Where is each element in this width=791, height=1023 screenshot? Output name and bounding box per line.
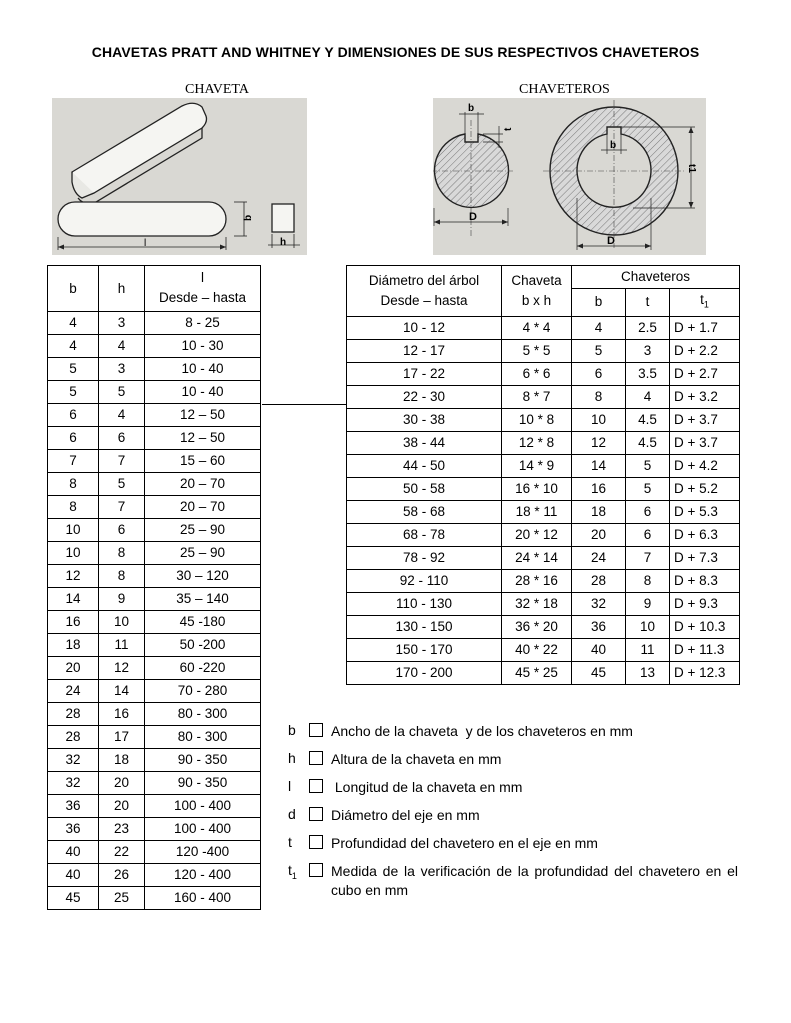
cell-l: 10 - 30 xyxy=(145,335,261,358)
cell-l: 12 – 50 xyxy=(145,404,261,427)
table-row xyxy=(347,339,740,362)
legend-item xyxy=(288,862,742,902)
connector-line xyxy=(262,404,347,405)
cell-t1: D + 4.2 xyxy=(670,454,740,477)
cell-h: 7 xyxy=(99,450,145,473)
cell-t1: D + 2.2 xyxy=(670,339,740,362)
legend-text: Longitud de la chaveta en mm xyxy=(331,779,523,795)
cell-chaveta: 24 * 14 xyxy=(502,546,572,569)
key-dimensions-body xyxy=(48,312,261,910)
cell-t: 4 xyxy=(626,385,670,408)
keyseat-dimensions-body xyxy=(347,316,740,684)
cell-b: 18 xyxy=(572,500,626,523)
cell-l: 100 - 400 xyxy=(145,795,261,818)
cell-b: 7 xyxy=(48,450,99,473)
cell-t: 3.5 xyxy=(626,362,670,385)
cell-l: 80 - 300 xyxy=(145,726,261,749)
cell-chaveta: 40 * 22 xyxy=(502,638,572,661)
cell-h: 20 xyxy=(99,795,145,818)
table-row xyxy=(48,749,261,772)
cell-b: 10 xyxy=(572,408,626,431)
cell-h: 6 xyxy=(99,519,145,542)
cell-b: 4 xyxy=(48,335,99,358)
legend-symbol xyxy=(288,750,296,766)
cell-t: 13 xyxy=(626,661,670,684)
cell-h: 18 xyxy=(99,749,145,772)
cell-l: 20 – 70 xyxy=(145,496,261,519)
table-row xyxy=(347,477,740,500)
cell-chaveta: 10 * 8 xyxy=(502,408,572,431)
header-diameter xyxy=(347,266,502,317)
cell-b: 28 xyxy=(572,569,626,592)
table-row xyxy=(48,795,261,818)
cell-h: 7 xyxy=(99,496,145,519)
cell-b: 8 xyxy=(48,496,99,519)
legend-text: Altura de la chaveta en mm xyxy=(331,751,502,767)
header-keyseat-t: t xyxy=(626,289,670,317)
cell-chaveta: 45 * 25 xyxy=(502,661,572,684)
cell-t1: D + 5.2 xyxy=(670,477,740,500)
legend-symbol xyxy=(288,806,296,822)
cell-l: 120 -400 xyxy=(145,841,261,864)
key-3d-view xyxy=(72,103,207,203)
table-row xyxy=(347,385,740,408)
header-t1-sub: 1 xyxy=(703,299,709,310)
shaft-label-D: D xyxy=(469,211,477,223)
cell-b: 32 xyxy=(572,592,626,615)
chaveta-caption: CHAVETA xyxy=(185,82,249,97)
cell-b: 36 xyxy=(572,615,626,638)
cell-t1: D + 8.3 xyxy=(670,569,740,592)
cell-b: 36 xyxy=(48,795,99,818)
cell-t: 10 xyxy=(626,615,670,638)
checkbox-icon xyxy=(309,779,323,793)
cell-l: 90 - 350 xyxy=(145,749,261,772)
legend-item xyxy=(288,834,738,862)
legend-symbol xyxy=(288,722,296,738)
label-h: h xyxy=(280,237,287,248)
shaft-section xyxy=(433,103,514,238)
cell-l: 45 -180 xyxy=(145,611,261,634)
legend-symbol-base: t xyxy=(288,834,292,850)
table-row xyxy=(48,864,261,887)
cell-t1: D + 12.3 xyxy=(670,661,740,684)
cell-h: 11 xyxy=(99,634,145,657)
table-row xyxy=(347,316,740,339)
cell-chaveta: 20 * 12 xyxy=(502,523,572,546)
table-row xyxy=(347,592,740,615)
cell-b: 18 xyxy=(48,634,99,657)
table-row xyxy=(48,404,261,427)
shaft-label-t: t xyxy=(503,127,514,131)
header-diameter-range: Desde – hasta xyxy=(380,292,468,308)
table-row xyxy=(347,454,740,477)
label-l: l xyxy=(144,238,147,249)
cell-t: 2.5 xyxy=(626,316,670,339)
table-row xyxy=(347,523,740,546)
cell-b: 6 xyxy=(48,427,99,450)
cell-b: 20 xyxy=(48,657,99,680)
cell-diameter: 78 - 92 xyxy=(347,546,502,569)
legend-text: Ancho de la chaveta y de los chaveteros en mm xyxy=(331,723,633,739)
legend xyxy=(288,722,742,902)
table-row xyxy=(48,657,261,680)
cell-b: 6 xyxy=(572,362,626,385)
cell-b: 12 xyxy=(572,431,626,454)
table-row xyxy=(48,818,261,841)
cell-t1: D + 5.3 xyxy=(670,500,740,523)
keyseat-drawing-svg xyxy=(433,98,706,255)
cell-h: 3 xyxy=(99,358,145,381)
cell-l: 100 - 400 xyxy=(145,818,261,841)
cell-diameter: 170 - 200 xyxy=(347,661,502,684)
hub-label-D: D xyxy=(607,235,615,247)
key-plan-view xyxy=(58,202,226,236)
cell-b: 28 xyxy=(48,726,99,749)
cell-h: 6 xyxy=(99,427,145,450)
table-row xyxy=(48,473,261,496)
cell-t: 9 xyxy=(626,592,670,615)
legend-text: Diámetro del eje en mm xyxy=(331,807,480,823)
cell-h: 8 xyxy=(99,565,145,588)
table-row xyxy=(48,726,261,749)
table-row xyxy=(48,450,261,473)
keyseat-drawing xyxy=(433,98,706,255)
page-title: CHAVETAS PRATT AND WHITNEY Y DIMENSIONES DE SUS RESPECTIVOS CHAVETEROS xyxy=(91,44,700,60)
cell-t1: D + 1.7 xyxy=(670,316,740,339)
header-chaveta xyxy=(502,266,572,317)
cell-chaveta: 14 * 9 xyxy=(502,454,572,477)
cell-h: 17 xyxy=(99,726,145,749)
cell-diameter: 12 - 17 xyxy=(347,339,502,362)
cell-b: 40 xyxy=(572,638,626,661)
table-row xyxy=(347,661,740,684)
legend-item xyxy=(288,778,738,806)
cell-b: 16 xyxy=(572,477,626,500)
table-row xyxy=(48,887,261,910)
cell-b: 40 xyxy=(48,841,99,864)
cell-t: 5 xyxy=(626,477,670,500)
cell-l: 20 – 70 xyxy=(145,473,261,496)
cell-l: 25 – 90 xyxy=(145,542,261,565)
shaft-label-b: b xyxy=(468,103,475,114)
cell-l: 60 -220 xyxy=(145,657,261,680)
cell-l: 50 -200 xyxy=(145,634,261,657)
cell-b: 5 xyxy=(48,358,99,381)
cell-b: 24 xyxy=(48,680,99,703)
cell-b: 32 xyxy=(48,772,99,795)
table-row xyxy=(48,542,261,565)
table-row xyxy=(48,519,261,542)
checkbox-icon xyxy=(309,835,323,849)
legend-symbol xyxy=(288,778,291,794)
cell-h: 10 xyxy=(99,611,145,634)
legend-item xyxy=(288,750,738,778)
cell-chaveta: 32 * 18 xyxy=(502,592,572,615)
cell-t1: D + 3.7 xyxy=(670,431,740,454)
table-row xyxy=(48,588,261,611)
cell-t: 6 xyxy=(626,523,670,546)
cell-t1: D + 3.2 xyxy=(670,385,740,408)
cell-h: 26 xyxy=(99,864,145,887)
legend-symbol-sub: 1 xyxy=(291,870,297,881)
cell-diameter: 38 - 44 xyxy=(347,431,502,454)
cell-chaveta: 5 * 5 xyxy=(502,339,572,362)
cell-t1: D + 10.3 xyxy=(670,615,740,638)
cell-t: 4.5 xyxy=(626,431,670,454)
cell-l: 10 - 40 xyxy=(145,358,261,381)
cell-b: 10 xyxy=(48,542,99,565)
cell-diameter: 17 - 22 xyxy=(347,362,502,385)
cell-h: 9 xyxy=(99,588,145,611)
header-b: b xyxy=(48,266,99,312)
cell-t1: D + 3.7 xyxy=(670,408,740,431)
legend-symbol-base: d xyxy=(288,806,296,822)
cell-l: 15 – 60 xyxy=(145,450,261,473)
cell-chaveta: 6 * 6 xyxy=(502,362,572,385)
header-h: h xyxy=(99,266,145,312)
cell-diameter: 50 - 58 xyxy=(347,477,502,500)
cell-b: 12 xyxy=(48,565,99,588)
legend-symbol-base: t xyxy=(288,862,292,878)
cell-h: 16 xyxy=(99,703,145,726)
cell-diameter: 58 - 68 xyxy=(347,500,502,523)
label-b: b xyxy=(243,214,254,221)
cell-l: 8 - 25 xyxy=(145,312,261,335)
cell-diameter: 130 - 150 xyxy=(347,615,502,638)
cell-t: 7 xyxy=(626,546,670,569)
cell-diameter: 150 - 170 xyxy=(347,638,502,661)
cell-b: 24 xyxy=(572,546,626,569)
cell-b: 14 xyxy=(48,588,99,611)
header-chaveta-bxh: b x h xyxy=(521,292,552,308)
cell-h: 3 xyxy=(99,312,145,335)
cell-t1: D + 2.7 xyxy=(670,362,740,385)
cell-t: 3 xyxy=(626,339,670,362)
cell-l: 35 – 140 xyxy=(145,588,261,611)
table-row xyxy=(347,615,740,638)
table-row xyxy=(48,427,261,450)
table-row xyxy=(48,358,261,381)
cell-diameter: 22 - 30 xyxy=(347,385,502,408)
cell-l: 160 - 400 xyxy=(145,887,261,910)
table-row xyxy=(347,500,740,523)
cell-l: 10 - 40 xyxy=(145,381,261,404)
table-row xyxy=(48,703,261,726)
legend-symbol-base: b xyxy=(288,722,296,738)
legend-item xyxy=(288,806,738,834)
legend-text: Profundidad del chavetero en el eje en mm xyxy=(331,835,598,851)
cell-b: 8 xyxy=(572,385,626,408)
cell-b: 10 xyxy=(48,519,99,542)
legend-symbol xyxy=(288,862,297,881)
table-row xyxy=(48,565,261,588)
cell-t: 11 xyxy=(626,638,670,661)
cell-l: 120 - 400 xyxy=(145,864,261,887)
legend-symbol-base: h xyxy=(288,750,296,766)
legend-symbol-base: l xyxy=(288,778,292,794)
cell-diameter: 44 - 50 xyxy=(347,454,502,477)
cell-l: 80 - 300 xyxy=(145,703,261,726)
table-row xyxy=(347,638,740,661)
table-row xyxy=(48,634,261,657)
cell-b: 16 xyxy=(48,611,99,634)
cell-t1: D + 9.3 xyxy=(670,592,740,615)
cell-l: 30 – 120 xyxy=(145,565,261,588)
cell-t1: D + 6.3 xyxy=(670,523,740,546)
cell-b: 4 xyxy=(48,312,99,335)
cell-chaveta: 18 * 11 xyxy=(502,500,572,523)
table-row xyxy=(48,381,261,404)
cell-b: 36 xyxy=(48,818,99,841)
table-row xyxy=(347,546,740,569)
table-row xyxy=(48,312,261,335)
checkbox-icon xyxy=(309,723,323,737)
cell-h: 4 xyxy=(99,404,145,427)
cell-h: 22 xyxy=(99,841,145,864)
checkbox-icon xyxy=(309,807,323,821)
cell-b: 45 xyxy=(572,661,626,684)
cell-b: 28 xyxy=(48,703,99,726)
cell-h: 14 xyxy=(99,680,145,703)
cell-h: 5 xyxy=(99,473,145,496)
cell-chaveta: 16 * 10 xyxy=(502,477,572,500)
header-keyseat-b: b xyxy=(572,289,626,317)
cell-h: 20 xyxy=(99,772,145,795)
cell-chaveta: 4 * 4 xyxy=(502,316,572,339)
table-row xyxy=(48,611,261,634)
cell-l: 25 – 90 xyxy=(145,519,261,542)
header-diameter-title: Diámetro del árbol xyxy=(368,272,480,288)
cell-b: 8 xyxy=(48,473,99,496)
table-row xyxy=(48,680,261,703)
cell-diameter: 10 - 12 xyxy=(347,316,502,339)
cell-l: 70 - 280 xyxy=(145,680,261,703)
cell-t1: D + 11.3 xyxy=(670,638,740,661)
cell-l: 90 - 350 xyxy=(145,772,261,795)
cell-b: 45 xyxy=(48,887,99,910)
cell-b: 5 xyxy=(572,339,626,362)
checkbox-icon xyxy=(309,751,323,765)
key-section-view xyxy=(272,204,294,232)
header-l xyxy=(145,266,261,312)
cell-b: 32 xyxy=(48,749,99,772)
table-row xyxy=(48,772,261,795)
legend-symbol xyxy=(288,834,292,850)
table-row xyxy=(48,335,261,358)
cell-t: 8 xyxy=(626,569,670,592)
legend-item xyxy=(288,722,738,750)
cell-t: 6 xyxy=(626,500,670,523)
header-l-title: l xyxy=(201,270,204,285)
cell-diameter: 110 - 130 xyxy=(347,592,502,615)
hub-label-t1: t1 xyxy=(686,164,697,173)
cell-h: 25 xyxy=(99,887,145,910)
cell-t: 4.5 xyxy=(626,408,670,431)
cell-b: 6 xyxy=(48,404,99,427)
table-row xyxy=(48,841,261,864)
header-keyseat-t1 xyxy=(670,289,740,317)
cell-h: 4 xyxy=(99,335,145,358)
header-t1-base: t xyxy=(700,292,704,307)
cell-t1: D + 7.3 xyxy=(670,546,740,569)
cell-b: 4 xyxy=(572,316,626,339)
cell-t: 5 xyxy=(626,454,670,477)
cell-h: 23 xyxy=(99,818,145,841)
table-row xyxy=(347,431,740,454)
table-row xyxy=(347,362,740,385)
cell-chaveta: 8 * 7 xyxy=(502,385,572,408)
keyseat-dimensions-table xyxy=(346,265,740,685)
header-l-range: Desde – hasta xyxy=(158,290,247,305)
checkbox-icon xyxy=(309,863,323,877)
cell-diameter: 30 - 38 xyxy=(347,408,502,431)
cell-chaveta: 28 * 16 xyxy=(502,569,572,592)
header-chaveteros: Chaveteros xyxy=(572,266,740,289)
hub-section xyxy=(543,100,697,250)
table-row xyxy=(347,569,740,592)
cell-b: 5 xyxy=(48,381,99,404)
hub-label-b: b xyxy=(610,140,617,151)
header-chaveta-title: Chaveta xyxy=(511,272,562,288)
table-row xyxy=(347,408,740,431)
cell-b: 40 xyxy=(48,864,99,887)
table-row xyxy=(48,496,261,519)
cell-h: 8 xyxy=(99,542,145,565)
cell-l: 12 – 50 xyxy=(145,427,261,450)
key-dimensions-table xyxy=(47,265,261,910)
chaveteros-caption: CHAVETEROS xyxy=(519,82,610,97)
key-drawing xyxy=(52,98,307,255)
cell-chaveta: 36 * 20 xyxy=(502,615,572,638)
cell-b: 14 xyxy=(572,454,626,477)
key-drawing-svg xyxy=(52,98,307,255)
cell-diameter: 92 - 110 xyxy=(347,569,502,592)
cell-chaveta: 12 * 8 xyxy=(502,431,572,454)
legend-text: Medida de la verificación de la profundidad del chavetero en el cubo en mm xyxy=(331,863,742,898)
cell-diameter: 68 - 78 xyxy=(347,523,502,546)
cell-h: 5 xyxy=(99,381,145,404)
cell-b: 20 xyxy=(572,523,626,546)
cell-h: 12 xyxy=(99,657,145,680)
